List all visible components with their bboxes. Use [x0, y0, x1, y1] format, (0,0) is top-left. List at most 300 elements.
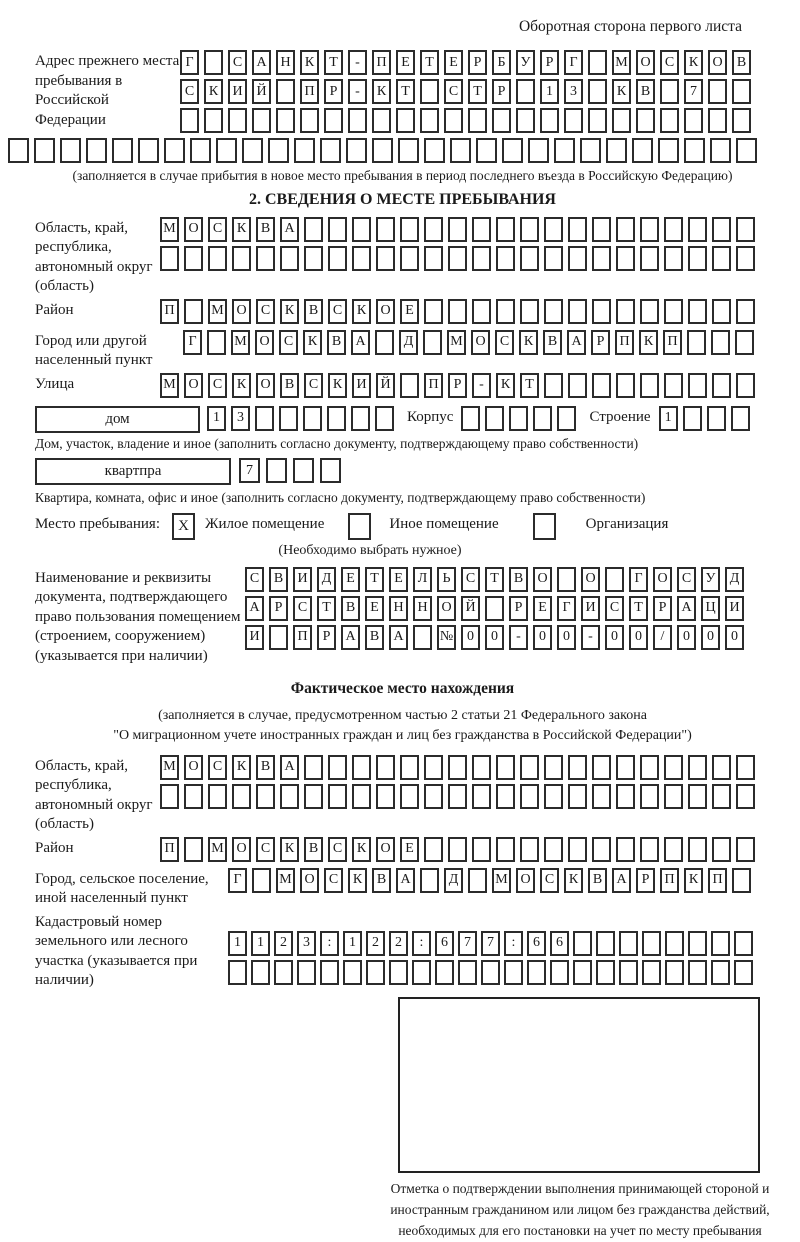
char-cell — [735, 330, 754, 355]
char-cell: О — [255, 330, 274, 355]
char-cell: В — [732, 50, 751, 75]
char-cell — [274, 960, 293, 985]
char-cell — [276, 108, 295, 133]
section2-title: 2. СВЕДЕНИЯ О МЕСТЕ ПРЕБЫВАНИЯ — [249, 190, 556, 208]
char-cell: С — [208, 373, 227, 398]
document-row-2 — [245, 596, 749, 621]
char-cell — [372, 138, 393, 163]
street-row — [160, 373, 760, 398]
char-cell: К — [352, 299, 371, 324]
actual-region-block — [35, 755, 770, 835]
char-cell — [665, 960, 684, 985]
char-cell — [400, 246, 419, 271]
char-cell — [496, 246, 515, 271]
char-cell — [568, 217, 587, 242]
char-cell — [190, 138, 211, 163]
char-cell — [60, 138, 81, 163]
char-cell — [711, 931, 730, 956]
char-cell — [688, 931, 707, 956]
char-cell — [640, 755, 659, 780]
char-cell: 2 — [389, 931, 408, 956]
char-cell: К — [232, 373, 251, 398]
actual-city-row — [228, 868, 756, 893]
cadastral-label: Кадастровый номер земельного или лесного участка (указывается при наличии) — [35, 913, 198, 989]
char-cell: С — [495, 330, 514, 355]
char-cell — [184, 246, 203, 271]
char-cell: А — [280, 217, 299, 242]
char-cell: А — [252, 50, 271, 75]
char-cell — [352, 217, 371, 242]
char-cell — [640, 784, 659, 809]
actual-location-note-1: (заполняется в случае, предусмотренном частью 2 статьи 21 Федерального закона — [158, 708, 647, 724]
char-cell — [496, 755, 515, 780]
char-cell: К — [639, 330, 658, 355]
street-label: Улица — [35, 375, 75, 392]
char-cell — [544, 246, 563, 271]
char-cell: К — [204, 79, 223, 104]
char-cell — [592, 299, 611, 324]
char-cell — [208, 246, 227, 271]
char-cell: Т — [485, 567, 504, 592]
prev-address-row-4 — [8, 138, 770, 163]
char-cell — [640, 299, 659, 324]
char-cell — [468, 108, 487, 133]
char-cell: И — [725, 596, 744, 621]
stroenie-label: Строение — [589, 408, 651, 425]
char-cell — [375, 330, 394, 355]
char-cell: Д — [444, 868, 463, 893]
char-cell: О — [184, 373, 203, 398]
char-cell: П — [160, 837, 179, 862]
char-cell: Е — [389, 567, 408, 592]
char-cell: Л — [413, 567, 432, 592]
char-cell: О — [636, 50, 655, 75]
region-row-2 — [160, 246, 760, 271]
char-cell — [376, 217, 395, 242]
char-cell: О — [232, 837, 251, 862]
char-cell: И — [293, 567, 312, 592]
char-cell — [605, 567, 624, 592]
char-cell: С — [293, 596, 312, 621]
char-cell: В — [280, 373, 299, 398]
apartment-line — [35, 458, 770, 487]
char-cell: С — [444, 79, 463, 104]
char-cell — [731, 406, 750, 431]
char-cell: У — [516, 50, 535, 75]
char-cell — [520, 246, 539, 271]
char-cell: П — [615, 330, 634, 355]
document-label: Наименование и реквизиты документа, подтверждающего право пользования помещением (строением, сооружением) (указывается при наличии) — [35, 569, 241, 664]
city-label: Город или другой населенный пункт — [35, 332, 153, 369]
char-cell — [509, 406, 528, 431]
char-cell: В — [304, 299, 323, 324]
char-cell: М — [231, 330, 250, 355]
char-cell: О — [437, 596, 456, 621]
char-cell: Й — [461, 596, 480, 621]
char-cell: Р — [324, 79, 343, 104]
char-cell — [712, 837, 731, 862]
char-cell: С — [328, 299, 347, 324]
char-cell — [544, 217, 563, 242]
char-cell — [412, 960, 431, 985]
char-cell: Е — [444, 50, 463, 75]
char-cell: М — [612, 50, 631, 75]
char-cell: Й — [252, 79, 271, 104]
char-cell: Т — [396, 79, 415, 104]
char-cell — [180, 108, 199, 133]
char-cell — [564, 108, 583, 133]
char-cell — [688, 960, 707, 985]
char-cell — [400, 755, 419, 780]
char-cell — [736, 246, 755, 271]
char-cell — [400, 217, 419, 242]
char-cell — [612, 108, 631, 133]
char-cell — [269, 625, 288, 650]
char-cell — [504, 960, 523, 985]
char-cell — [592, 217, 611, 242]
char-cell: С — [304, 373, 323, 398]
region-label: Область, край, республика, автономный округ (область) — [35, 219, 153, 295]
char-cell: - — [509, 625, 528, 650]
house-note: Дом, участок, владение и иное (заполнить согласно документу, подтверждающему право собственности) — [35, 435, 639, 451]
other-premises-label: Иное помещение — [389, 515, 499, 532]
char-cell: М — [276, 868, 295, 893]
prev-address-block — [35, 50, 770, 137]
char-cell: Г — [228, 868, 247, 893]
char-cell: - — [581, 625, 600, 650]
char-cell — [184, 837, 203, 862]
char-cell — [557, 406, 576, 431]
char-cell: Т — [317, 596, 336, 621]
char-cell: А — [245, 596, 264, 621]
char-cell — [398, 138, 419, 163]
char-cell: П — [372, 50, 391, 75]
char-cell: И — [581, 596, 600, 621]
actual-district-row — [160, 837, 760, 862]
char-cell — [461, 406, 480, 431]
char-cell: Г — [557, 596, 576, 621]
char-cell: А — [280, 755, 299, 780]
char-cell: : — [320, 931, 339, 956]
char-cell — [687, 330, 706, 355]
char-cell: В — [341, 596, 360, 621]
char-cell: С — [228, 50, 247, 75]
char-cell — [400, 373, 419, 398]
char-cell: Р — [317, 625, 336, 650]
char-cell — [688, 246, 707, 271]
char-cell: Е — [365, 596, 384, 621]
char-cell — [304, 246, 323, 271]
char-cell — [389, 960, 408, 985]
char-cell: В — [365, 625, 384, 650]
stay-type-label: Место пребывания: — [35, 515, 160, 532]
char-cell — [472, 837, 491, 862]
char-cell: К — [564, 868, 583, 893]
char-cell — [232, 246, 251, 271]
char-cell — [184, 784, 203, 809]
char-cell — [568, 246, 587, 271]
char-cell: С — [245, 567, 264, 592]
char-cell — [616, 755, 635, 780]
char-cell: 0 — [557, 625, 576, 650]
char-cell: Н — [276, 50, 295, 75]
char-cell — [736, 755, 755, 780]
char-cell — [160, 246, 179, 271]
char-cell: С — [461, 567, 480, 592]
char-cell — [481, 960, 500, 985]
char-cell: П — [708, 868, 727, 893]
char-cell: 7 — [481, 931, 500, 956]
char-cell: 6 — [550, 931, 569, 956]
char-cell: Й — [376, 373, 395, 398]
house-type-box: дом — [35, 406, 200, 433]
char-cell — [580, 138, 601, 163]
char-cell — [352, 246, 371, 271]
char-cell — [492, 108, 511, 133]
char-cell: М — [160, 373, 179, 398]
char-cell — [252, 868, 271, 893]
char-cell — [266, 458, 287, 483]
char-cell — [544, 755, 563, 780]
char-cell: К — [684, 50, 703, 75]
char-cell: О — [376, 299, 395, 324]
char-cell — [343, 960, 362, 985]
char-cell — [328, 755, 347, 780]
char-cell: А — [612, 868, 631, 893]
char-cell: 1 — [540, 79, 559, 104]
apartment-number-row — [239, 458, 347, 483]
char-cell — [688, 373, 707, 398]
char-cell — [204, 108, 223, 133]
char-cell — [710, 138, 731, 163]
char-cell — [665, 931, 684, 956]
char-cell — [588, 79, 607, 104]
char-cell: К — [300, 50, 319, 75]
char-cell: 7 — [239, 458, 260, 483]
district-row — [160, 299, 760, 324]
char-cell — [372, 108, 391, 133]
char-cell: 7 — [458, 931, 477, 956]
char-cell — [485, 596, 504, 621]
cadastral-block — [35, 911, 770, 991]
char-cell — [664, 373, 683, 398]
char-cell: М — [447, 330, 466, 355]
char-cell — [420, 108, 439, 133]
char-cell: 1 — [251, 931, 270, 956]
char-cell — [568, 373, 587, 398]
char-cell: С — [279, 330, 298, 355]
district-block — [35, 299, 770, 328]
char-cell: - — [348, 50, 367, 75]
char-cell — [640, 246, 659, 271]
prev-address-row-2 — [180, 79, 756, 104]
actual-region-label: Область, край, республика, автономный округ (область) — [35, 757, 153, 833]
char-cell — [366, 960, 385, 985]
prev-address-row-3 — [180, 108, 756, 133]
char-cell — [8, 138, 29, 163]
region-block — [35, 217, 770, 297]
char-cell — [297, 960, 316, 985]
char-cell — [256, 784, 275, 809]
char-cell — [664, 299, 683, 324]
char-cell — [472, 299, 491, 324]
char-cell — [502, 138, 523, 163]
char-cell: Б — [492, 50, 511, 75]
char-cell: Г — [564, 50, 583, 75]
char-cell: В — [304, 837, 323, 862]
char-cell — [520, 837, 539, 862]
char-cell: В — [269, 567, 288, 592]
char-cell — [324, 108, 343, 133]
char-cell: 1 — [207, 406, 226, 431]
char-cell — [550, 960, 569, 985]
char-cell — [544, 784, 563, 809]
char-cell: Р — [636, 868, 655, 893]
char-cell: 0 — [461, 625, 480, 650]
char-cell: 0 — [605, 625, 624, 650]
char-cell — [592, 837, 611, 862]
char-cell: И — [352, 373, 371, 398]
char-cell — [424, 217, 443, 242]
char-cell — [712, 784, 731, 809]
stay-type-row — [35, 513, 770, 540]
char-cell — [533, 406, 552, 431]
char-cell — [573, 931, 592, 956]
char-cell — [588, 50, 607, 75]
char-cell: 0 — [725, 625, 744, 650]
char-cell: / — [653, 625, 672, 650]
actual-district-label: Район — [35, 839, 74, 856]
char-cell — [34, 138, 55, 163]
street-block — [35, 373, 770, 402]
char-cell: М — [208, 299, 227, 324]
char-cell — [616, 217, 635, 242]
char-cell — [540, 108, 559, 133]
prev-address-label: Адрес прежнего места пребывания в Российской Федерации — [35, 53, 180, 128]
char-cell — [86, 138, 107, 163]
char-cell: К — [352, 837, 371, 862]
char-cell: Р — [540, 50, 559, 75]
confirmation-caption: Отметка о подтверждении выполнения принимающей стороной и иностранным гражданином или лицом без гражданства действий, необходимых для его постановки на учет по месту пребывания — [390, 1180, 770, 1238]
char-cell — [448, 217, 467, 242]
char-cell — [568, 299, 587, 324]
char-cell — [279, 406, 298, 431]
char-cell — [242, 138, 263, 163]
char-cell — [252, 108, 271, 133]
char-cell: М — [492, 868, 511, 893]
char-cell — [688, 784, 707, 809]
char-cell: К — [280, 837, 299, 862]
apartment-note: Квартира, комната, офис и иное (заполнить согласно документу, подтверждающему право собственности) — [35, 490, 646, 506]
char-cell — [688, 837, 707, 862]
char-cell — [424, 755, 443, 780]
char-cell: П — [660, 868, 679, 893]
char-cell — [684, 138, 705, 163]
char-cell — [458, 960, 477, 985]
char-cell — [300, 108, 319, 133]
char-cell — [228, 108, 247, 133]
char-cell: К — [280, 299, 299, 324]
char-cell — [528, 138, 549, 163]
char-cell: У — [701, 567, 720, 592]
char-cell — [544, 837, 563, 862]
char-cell — [138, 138, 159, 163]
char-cell: Т — [324, 50, 343, 75]
stroenie-row — [659, 406, 755, 431]
char-cell: Р — [591, 330, 610, 355]
house-number-row — [207, 406, 399, 431]
char-cell — [328, 784, 347, 809]
char-cell — [496, 299, 515, 324]
char-cell — [592, 755, 611, 780]
char-cell: О — [256, 373, 275, 398]
char-cell — [708, 108, 727, 133]
char-cell: 7 — [684, 79, 703, 104]
char-cell — [320, 960, 339, 985]
char-cell — [711, 330, 730, 355]
char-cell: : — [504, 931, 523, 956]
char-cell: О — [184, 755, 203, 780]
char-cell — [448, 784, 467, 809]
char-cell: М — [160, 755, 179, 780]
char-cell: Г — [183, 330, 202, 355]
char-cell: В — [256, 217, 275, 242]
char-cell: Е — [341, 567, 360, 592]
char-cell — [448, 246, 467, 271]
char-cell — [448, 837, 467, 862]
char-cell: А — [351, 330, 370, 355]
char-cell: В — [636, 79, 655, 104]
page-side-note: Оборотная сторона первого листа — [518, 18, 742, 35]
confirmation-stamp-box — [398, 997, 760, 1173]
char-cell — [708, 79, 727, 104]
char-cell — [207, 330, 226, 355]
char-cell: 1 — [343, 931, 362, 956]
char-cell — [280, 246, 299, 271]
char-cell — [496, 217, 515, 242]
char-cell — [568, 837, 587, 862]
char-cell — [320, 458, 341, 483]
char-cell — [544, 373, 563, 398]
char-cell — [520, 784, 539, 809]
char-cell — [472, 784, 491, 809]
char-cell: О — [708, 50, 727, 75]
char-cell: Е — [533, 596, 552, 621]
char-cell — [420, 868, 439, 893]
char-cell: Р — [492, 79, 511, 104]
char-cell — [396, 108, 415, 133]
char-cell: Е — [396, 50, 415, 75]
city-block — [35, 330, 770, 371]
char-cell — [734, 960, 753, 985]
char-cell: Д — [317, 567, 336, 592]
char-cell: Р — [509, 596, 528, 621]
document-row-3 — [245, 625, 749, 650]
char-cell — [424, 246, 443, 271]
actual-city-label: Город, сельское поселение, иной населенный пункт — [35, 870, 209, 907]
char-cell — [736, 837, 755, 862]
char-cell: Д — [399, 330, 418, 355]
char-cell — [664, 217, 683, 242]
char-cell: Р — [653, 596, 672, 621]
char-cell — [352, 755, 371, 780]
char-cell — [424, 299, 443, 324]
prev-address-note: (заполняется в случае прибытия в новое место пребывания в период последнего въезда в Российскую Федерацию) — [72, 168, 733, 183]
char-cell — [255, 406, 274, 431]
char-cell: К — [328, 373, 347, 398]
char-cell — [557, 567, 576, 592]
char-cell — [448, 299, 467, 324]
